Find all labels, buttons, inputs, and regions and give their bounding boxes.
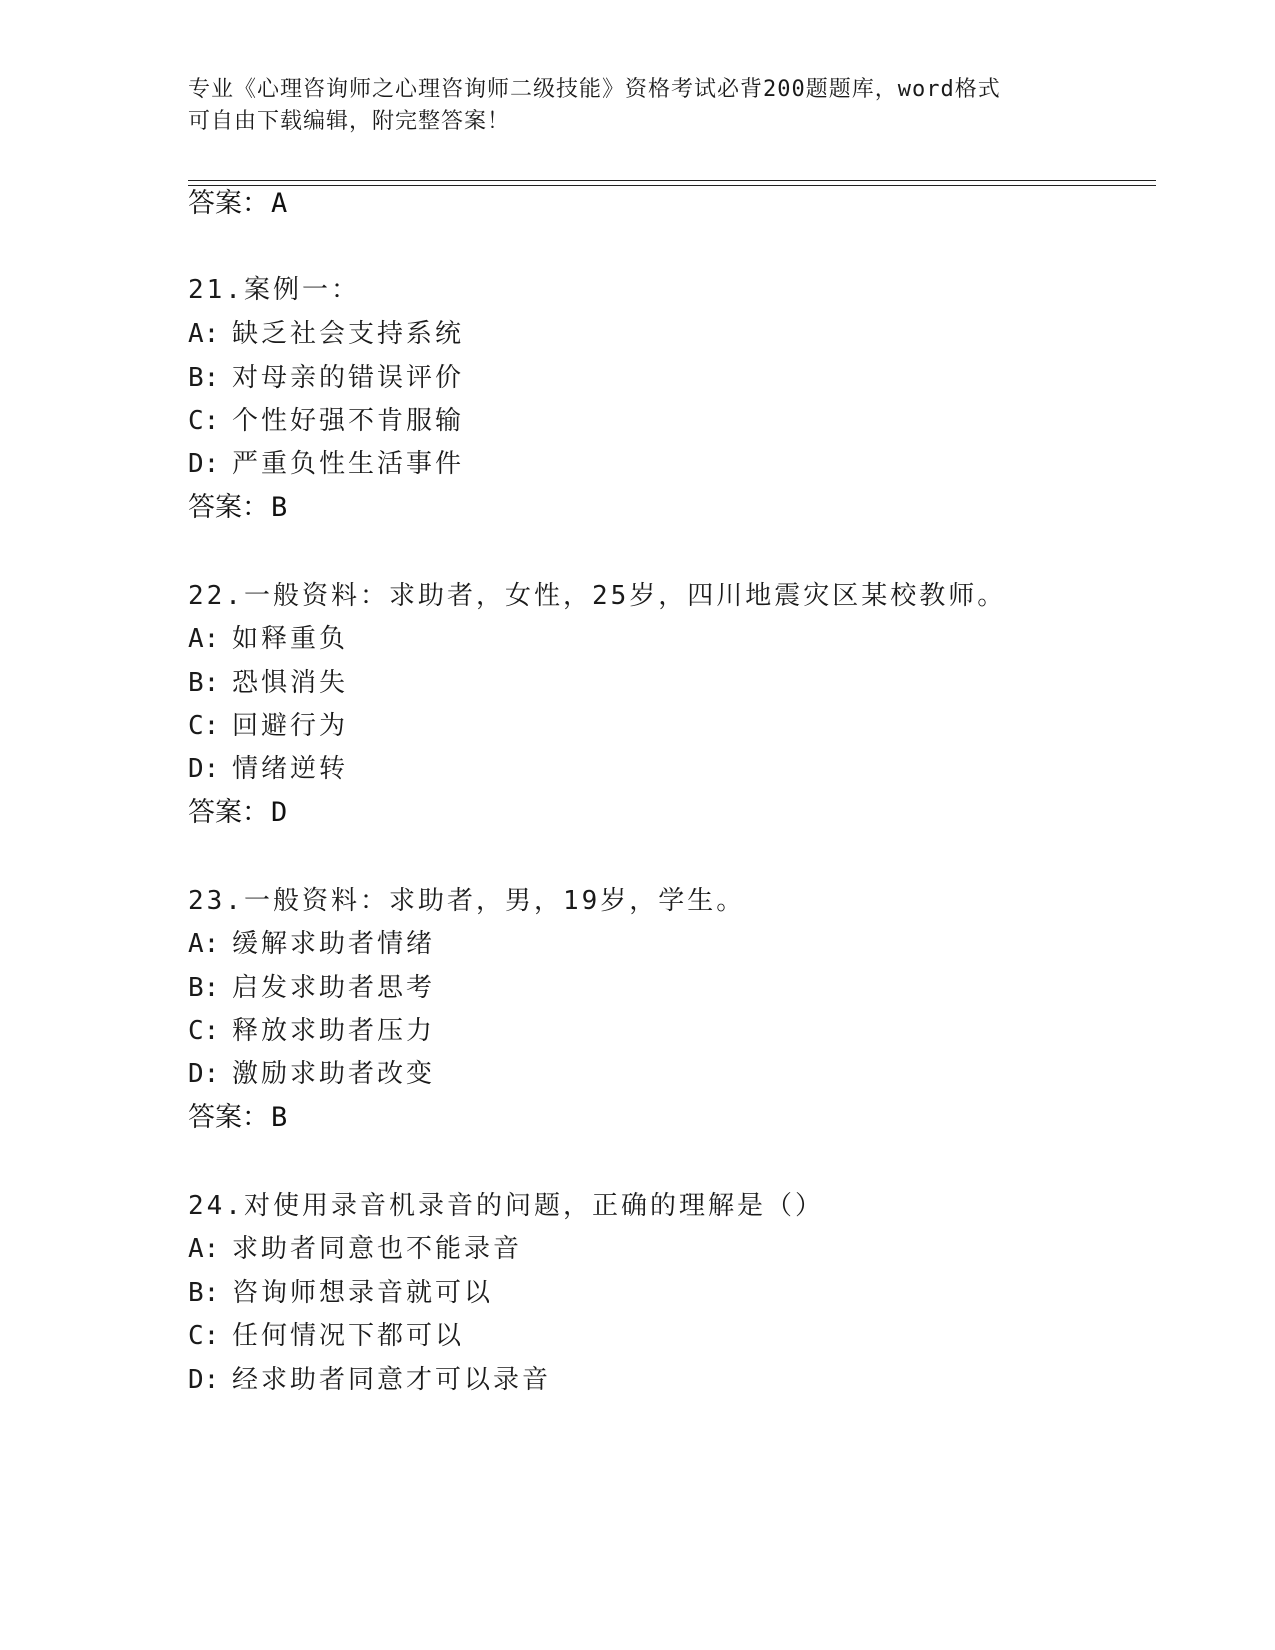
- option-letter: A:: [188, 1234, 220, 1264]
- option-text: 经求助者同意才可以录音: [232, 1365, 552, 1395]
- option-text: 如释重负: [232, 624, 349, 654]
- answer-label: 答案：: [188, 1102, 269, 1133]
- option-text: 情绪逆转: [232, 754, 349, 784]
- option-b: [188, 970, 435, 1006]
- option-letter: B:: [188, 973, 220, 1003]
- option-letter: D:: [188, 1365, 220, 1395]
- option-text: 回避行为: [232, 711, 349, 741]
- option-c: [188, 403, 464, 439]
- option-c: [188, 1013, 435, 1049]
- answer-value: B: [271, 1102, 288, 1133]
- option-text: 求助者同意也不能录音: [232, 1234, 523, 1264]
- option-text: 对母亲的错误评价: [232, 363, 465, 393]
- option-b: [188, 1275, 493, 1311]
- option-b: [188, 360, 464, 396]
- question-stem: 24.对使用录音机录音的问题，正确的理解是（）: [188, 1191, 824, 1221]
- option-a: [188, 1231, 522, 1267]
- question-stem: 23.一般资料：求助者，男，19岁，学生。: [188, 886, 746, 916]
- answer-value: A: [271, 188, 288, 219]
- answer-line: [188, 490, 287, 526]
- header-divider-thin: [188, 180, 1156, 181]
- answer-value: D: [271, 797, 288, 828]
- option-letter: D:: [188, 754, 220, 784]
- option-c: [188, 1318, 464, 1354]
- option-letter: A:: [188, 319, 220, 349]
- header-line-2: 可自由下载编辑，附完整答案！: [188, 109, 511, 134]
- option-letter: D:: [188, 449, 220, 479]
- option-text: 释放求助者压力: [232, 1016, 436, 1046]
- option-text: 咨询师想录音就可以: [232, 1278, 494, 1308]
- option-d: [188, 1362, 551, 1398]
- option-text: 启发求助者思考: [232, 973, 436, 1003]
- answer-label: 答案：: [188, 188, 269, 219]
- option-text: 激励求助者改变: [232, 1059, 436, 1089]
- option-a: [188, 926, 435, 962]
- option-text: 恐惧消失: [232, 668, 349, 698]
- option-d: [188, 751, 348, 787]
- answer-line: [188, 1100, 287, 1136]
- option-letter: D:: [188, 1059, 220, 1089]
- option-d: [188, 1056, 435, 1092]
- option-letter: B:: [188, 668, 220, 698]
- option-a: [188, 316, 464, 352]
- option-letter: C:: [188, 1321, 220, 1351]
- page-header: [188, 74, 1068, 138]
- header-line-1: 专业《心理咨询师之心理咨询师二级技能》资格考试必背200题题库，word格式: [188, 77, 1001, 102]
- option-text: 任何情况下都可以: [232, 1321, 465, 1351]
- answer-value: B: [271, 492, 288, 523]
- option-b: [188, 665, 348, 701]
- option-c: [188, 708, 348, 744]
- option-text: 缺乏社会支持系统: [232, 319, 465, 349]
- option-a: [188, 621, 348, 657]
- option-letter: B:: [188, 1278, 220, 1308]
- option-letter: C:: [188, 406, 220, 436]
- answer-line: [188, 795, 287, 831]
- header-divider-thick: [188, 185, 1156, 186]
- option-letter: C:: [188, 1016, 220, 1046]
- answer-label: 答案：: [188, 797, 269, 828]
- option-letter: A:: [188, 929, 220, 959]
- option-d: [188, 446, 464, 482]
- option-letter: C:: [188, 711, 220, 741]
- option-text: 缓解求助者情绪: [232, 929, 436, 959]
- option-letter: A:: [188, 624, 220, 654]
- option-letter: B:: [188, 363, 220, 393]
- question-stem: 22.一般资料：求助者，女性，25岁，四川地震灾区某校教师。: [188, 581, 1007, 611]
- question-stem: 21.案例一：: [188, 275, 360, 305]
- answer-label: 答案：: [188, 492, 269, 523]
- option-text: 严重负性生活事件: [232, 449, 465, 479]
- option-text: 个性好强不肯服输: [232, 406, 465, 436]
- answer-line-prev: [188, 186, 287, 222]
